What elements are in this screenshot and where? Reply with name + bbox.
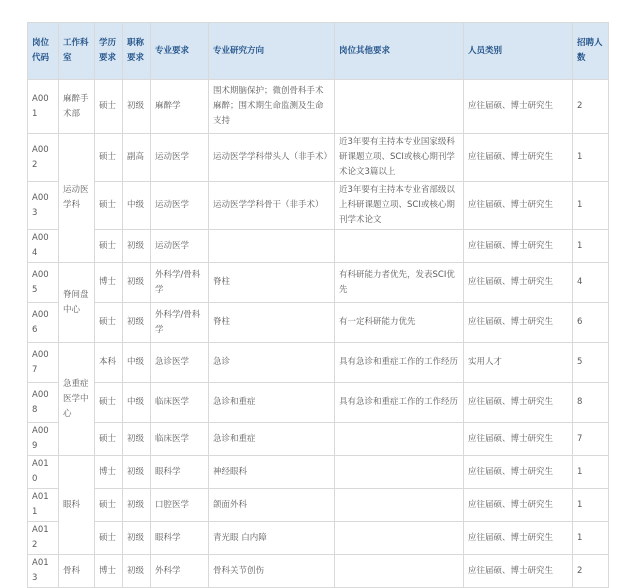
cell-code: A002 bbox=[28, 134, 59, 182]
cell-research: 脊柱 bbox=[209, 263, 335, 303]
cell-other bbox=[335, 423, 464, 456]
cell-edu: 硕士 bbox=[95, 522, 123, 555]
cell-title: 初级 bbox=[123, 555, 151, 588]
cell-major: 眼科学 bbox=[151, 522, 209, 555]
cell-research: 运动医学学科骨干（非手术） bbox=[209, 182, 335, 230]
cell-category: 应往届硕、博士研究生 bbox=[464, 134, 573, 182]
table-row bbox=[28, 555, 609, 588]
cell-edu: 博士 bbox=[95, 555, 123, 588]
cell-title: 中级 bbox=[123, 182, 151, 230]
cell-other bbox=[335, 456, 464, 489]
cell-research: 神经眼科 bbox=[209, 456, 335, 489]
header-category: 人员类别 bbox=[464, 23, 573, 80]
cell-research: 急诊和重症 bbox=[209, 423, 335, 456]
cell-category: 实用人才 bbox=[464, 343, 573, 383]
cell-category: 应往届硕、博士研究生 bbox=[464, 263, 573, 303]
cell-major: 运动医学 bbox=[151, 182, 209, 230]
header-row bbox=[28, 23, 609, 80]
header-edu: 学历要求 bbox=[95, 23, 123, 80]
table-row bbox=[28, 303, 609, 343]
cell-title: 初级 bbox=[123, 230, 151, 263]
cell-edu: 本科 bbox=[95, 343, 123, 383]
cell-count: 4 bbox=[573, 263, 609, 303]
cell-other bbox=[335, 555, 464, 588]
table-row bbox=[28, 182, 609, 230]
cell-major: 运动医学 bbox=[151, 134, 209, 182]
cell-research: 运动医学学科带头人（非手术） bbox=[209, 134, 335, 182]
header-other: 岗位其他要求 bbox=[335, 23, 464, 80]
cell-research: 骨科关节创伤 bbox=[209, 555, 335, 588]
cell-dept: 脊间盘中心 bbox=[59, 263, 95, 343]
header-dept: 工作科室 bbox=[59, 23, 95, 80]
cell-other: 近3年要有主持本专业省部级以上科研课题立项、SCI或核心期刊学术论文 bbox=[335, 182, 464, 230]
cell-count: 1 bbox=[573, 522, 609, 555]
cell-count: 1 bbox=[573, 489, 609, 522]
table-row bbox=[28, 423, 609, 456]
cell-edu: 硕士 bbox=[95, 383, 123, 423]
table-row bbox=[28, 489, 609, 522]
table-row bbox=[28, 343, 609, 383]
cell-code: A007 bbox=[28, 343, 59, 383]
cell-code: A008 bbox=[28, 383, 59, 423]
cell-major: 麻醉学 bbox=[151, 80, 209, 134]
cell-dept: 麻醉手术部 bbox=[59, 80, 95, 134]
cell-count: 5 bbox=[573, 343, 609, 383]
table-row bbox=[28, 230, 609, 263]
cell-other: 有一定科研能力优先 bbox=[335, 303, 464, 343]
cell-code: A009 bbox=[28, 423, 59, 456]
cell-dept: 骨科 bbox=[59, 555, 95, 588]
cell-major: 外科学/骨科学 bbox=[151, 303, 209, 343]
cell-title: 中级 bbox=[123, 343, 151, 383]
header-title: 职称要求 bbox=[123, 23, 151, 80]
cell-edu: 硕士 bbox=[95, 80, 123, 134]
cell-edu: 硕士 bbox=[95, 423, 123, 456]
cell-other bbox=[335, 230, 464, 263]
cell-major: 眼科学 bbox=[151, 456, 209, 489]
cell-count: 6 bbox=[573, 303, 609, 343]
cell-other: 有科研能力者优先，发表SCI优先 bbox=[335, 263, 464, 303]
cell-research: 脊柱 bbox=[209, 303, 335, 343]
cell-title: 副高 bbox=[123, 134, 151, 182]
cell-major: 外科学 bbox=[151, 555, 209, 588]
cell-code: A004 bbox=[28, 230, 59, 263]
cell-category: 应往届硕、博士研究生 bbox=[464, 80, 573, 134]
table-row bbox=[28, 134, 609, 182]
cell-code: A006 bbox=[28, 303, 59, 343]
cell-edu: 博士 bbox=[95, 263, 123, 303]
cell-dept: 眼科 bbox=[59, 456, 95, 555]
cell-research: 急诊 bbox=[209, 343, 335, 383]
table-row bbox=[28, 80, 609, 134]
cell-other: 近3年要有主持本专业国家级科研课题立项、SCI或核心期刊学术论文3篇以上 bbox=[335, 134, 464, 182]
cell-category: 应往届硕、博士研究生 bbox=[464, 555, 573, 588]
cell-other: 具有急诊和重症工作的工作经历 bbox=[335, 383, 464, 423]
cell-edu: 硕士 bbox=[95, 182, 123, 230]
cell-code: A001 bbox=[28, 80, 59, 134]
cell-code: A010 bbox=[28, 456, 59, 489]
cell-edu: 硕士 bbox=[95, 303, 123, 343]
cell-title: 初级 bbox=[123, 303, 151, 343]
header-research: 专业研究方向 bbox=[209, 23, 335, 80]
cell-major: 急诊医学 bbox=[151, 343, 209, 383]
cell-dept: 运动医学科 bbox=[59, 134, 95, 263]
cell-dept: 急重症医学中心 bbox=[59, 343, 95, 456]
cell-category: 应往届硕、博士研究生 bbox=[464, 303, 573, 343]
cell-category: 应往届硕、博士研究生 bbox=[464, 230, 573, 263]
cell-title: 初级 bbox=[123, 263, 151, 303]
cell-count: 1 bbox=[573, 182, 609, 230]
cell-title: 初级 bbox=[123, 456, 151, 489]
cell-category: 应往届硕、博士研究生 bbox=[464, 383, 573, 423]
table-row bbox=[28, 383, 609, 423]
cell-research bbox=[209, 230, 335, 263]
cell-title: 初级 bbox=[123, 80, 151, 134]
cell-major: 运动医学 bbox=[151, 230, 209, 263]
cell-category: 应往届硕、博士研究生 bbox=[464, 182, 573, 230]
cell-other bbox=[335, 522, 464, 555]
cell-category: 应往届硕、博士研究生 bbox=[464, 489, 573, 522]
cell-count: 2 bbox=[573, 80, 609, 134]
table-row bbox=[28, 522, 609, 555]
cell-count: 1 bbox=[573, 230, 609, 263]
cell-code: A013 bbox=[28, 555, 59, 588]
cell-other bbox=[335, 489, 464, 522]
cell-major: 临床医学 bbox=[151, 423, 209, 456]
cell-major: 口腔医学 bbox=[151, 489, 209, 522]
cell-category: 应往届硕、博士研究生 bbox=[464, 423, 573, 456]
cell-title: 初级 bbox=[123, 522, 151, 555]
cell-count: 8 bbox=[573, 383, 609, 423]
header-code: 岗位代码 bbox=[28, 23, 59, 80]
table-row bbox=[28, 456, 609, 489]
cell-research: 急诊和重症 bbox=[209, 383, 335, 423]
cell-code: A012 bbox=[28, 522, 59, 555]
cell-edu: 博士 bbox=[95, 456, 123, 489]
recruitment-table bbox=[27, 22, 609, 588]
cell-edu: 硕士 bbox=[95, 134, 123, 182]
cell-title: 初级 bbox=[123, 423, 151, 456]
cell-research: 围术期脑保护；微创骨科手术麻醉；围术期生命监测及生命支持 bbox=[209, 80, 335, 134]
cell-other bbox=[335, 80, 464, 134]
cell-title: 初级 bbox=[123, 489, 151, 522]
cell-edu: 硕士 bbox=[95, 489, 123, 522]
cell-code: A011 bbox=[28, 489, 59, 522]
header-count: 招聘人数 bbox=[573, 23, 609, 80]
cell-count: 7 bbox=[573, 423, 609, 456]
header-major: 专业要求 bbox=[151, 23, 209, 80]
cell-research: 颌面外科 bbox=[209, 489, 335, 522]
table-row bbox=[28, 263, 609, 303]
cell-category: 应往届硕、博士研究生 bbox=[464, 522, 573, 555]
cell-count: 2 bbox=[573, 555, 609, 588]
cell-title: 中级 bbox=[123, 383, 151, 423]
cell-count: 1 bbox=[573, 456, 609, 489]
cell-major: 外科学/骨科学 bbox=[151, 263, 209, 303]
cell-research: 青光眼 白内障 bbox=[209, 522, 335, 555]
cell-major: 临床医学 bbox=[151, 383, 209, 423]
cell-code: A003 bbox=[28, 182, 59, 230]
cell-category: 应往届硕、博士研究生 bbox=[464, 456, 573, 489]
cell-other: 具有急诊和重症工作的工作经历 bbox=[335, 343, 464, 383]
cell-edu: 硕士 bbox=[95, 230, 123, 263]
cell-count: 1 bbox=[573, 134, 609, 182]
cell-code: A005 bbox=[28, 263, 59, 303]
